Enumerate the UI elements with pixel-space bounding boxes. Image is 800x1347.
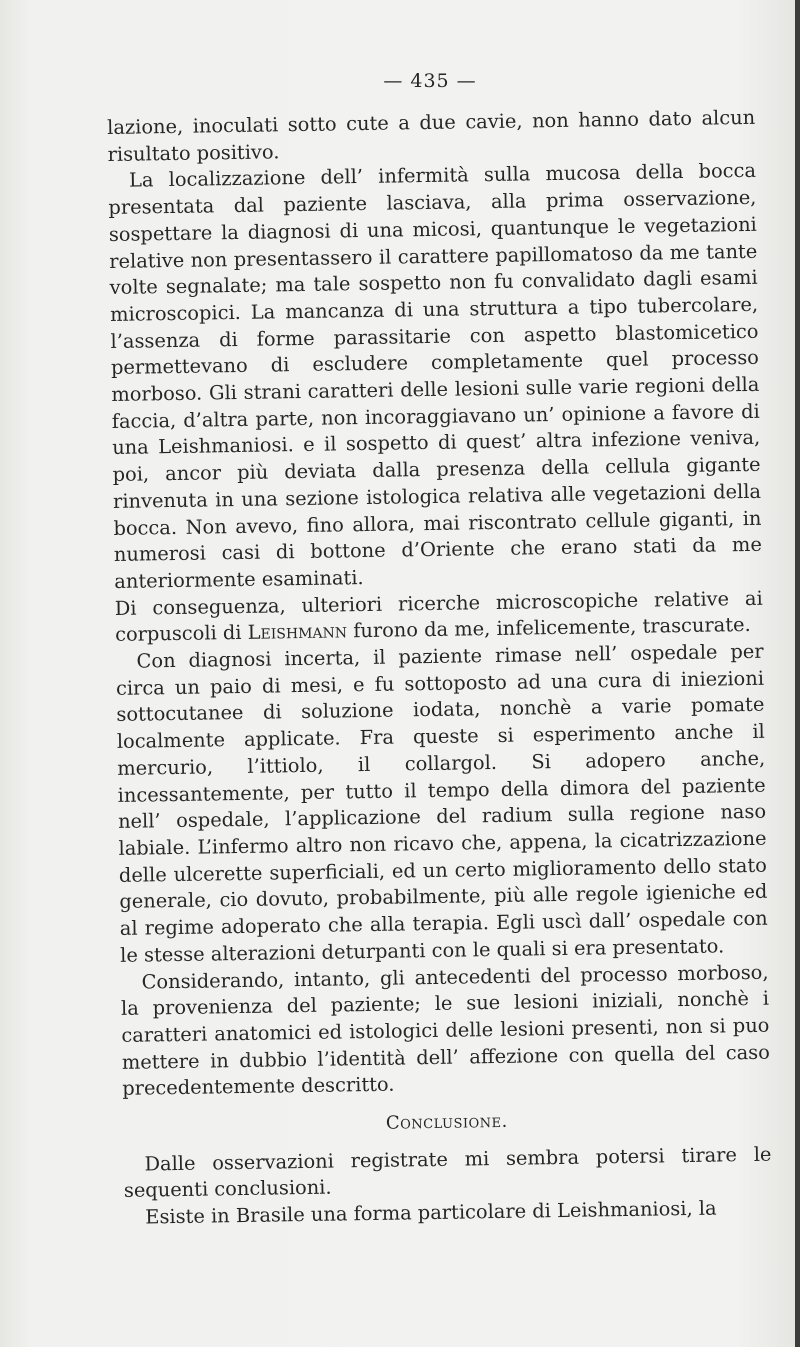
paragraph-treatment: Con diagnosi incerta, il paziente rimase nell’ ospedale per circa un paio di mesi, e fu sottoposto ad una cura di iniezioni sottocutanee di soluzione iodata, nonchè a varie pomate localmente applicate. Fra queste si esperimento anche il mercurio, l’ittiolo, il collargol. Si adopero anche, incessantemente, per tutto il tempo della dimora del paziente nell’ ospedale, l’applicazione del radium sulla regione naso labiale. L’infermo altro non ricavo che, appena, la cicatrizzazione delle ulcerette superficiali, ed un certo miglioramento dello stato generale, cio dovuto, probabilmente, più alle regole igieniche ed al regime adoperato che alla terapia. Egli uscì dall’ ospedale con le stesse alterazioni deturpanti con le quali si era presentato. (115, 639, 768, 967)
paragraph-continuation: lazione, inoculati sotto cute a due cavie, non hanno dato alcun risultato positivo. (107, 105, 756, 166)
body-text (107, 105, 772, 1232)
page-edge-shadow (795, 0, 800, 1347)
author-name-leishmann: Leishmann (247, 619, 348, 645)
paragraph-conclusions-intro: Dalle osservazioni registrate mi sembra potersi tirare le sequenti conclusioni. (123, 1142, 772, 1203)
page-number: — 435 — (383, 70, 477, 92)
paragraph-considerations: Considerando, intanto, gli antecedenti del processo morboso, la provenienza del paziente; le sue lesioni iniziali, nonchè i caratteri anatomici ed istologici delle lesioni presenti, non si puo mettere in dubbio l’identità dell’ affezione con quella del caso precedentemente descritto. (120, 960, 770, 1101)
paragraph-conclusion-first: Esiste in Brasile una forma particolare di Leishmaniosi, la (145, 1196, 717, 1229)
section-heading: Conclusione. (385, 1110, 508, 1134)
consequence-text-start: Di conseguenza, ulteriori ricerche microscopiche relative ai corpuscoli di (114, 586, 763, 647)
consequence-text-end: furono da me, infelicemente, trascurate. (353, 613, 751, 643)
paragraph-diagnosis: La localizzazione dell’ infermità sulla mucosa della bocca presentata dal paziente lasciava, alla prima osservazione, sospettare la diagnosi di una micosi, quantunque le vegetazioni relative non presentassero il carattere papillomatoso da me tante volte segnalate; ma tale sospetto non fu convalidato dagli esami microscopici. La mancanza di una struttura a tipo tubercolare, l’assenza di forme parassitarie con aspetto blastomicetico permettevano di escludere completamente quel processo morboso. Gli strani caratteri delle lesioni sulle varie regioni della faccia, d’altra parte, non incoraggiavano un’ opinione a favore di una Leishmaniosi. e il sospetto di quest’ altra infezione veniva, poi, ancor più deviata dalla presenza della cellula gigante rinvenuta in una sezione istologica relativa alle vegetazioni della bocca. Non avevo, fino allora, mai riscontrato cellule giganti, in numerosi casi di bottone d’Oriente che erano stati da me anteriormente esaminati. (108, 159, 763, 593)
